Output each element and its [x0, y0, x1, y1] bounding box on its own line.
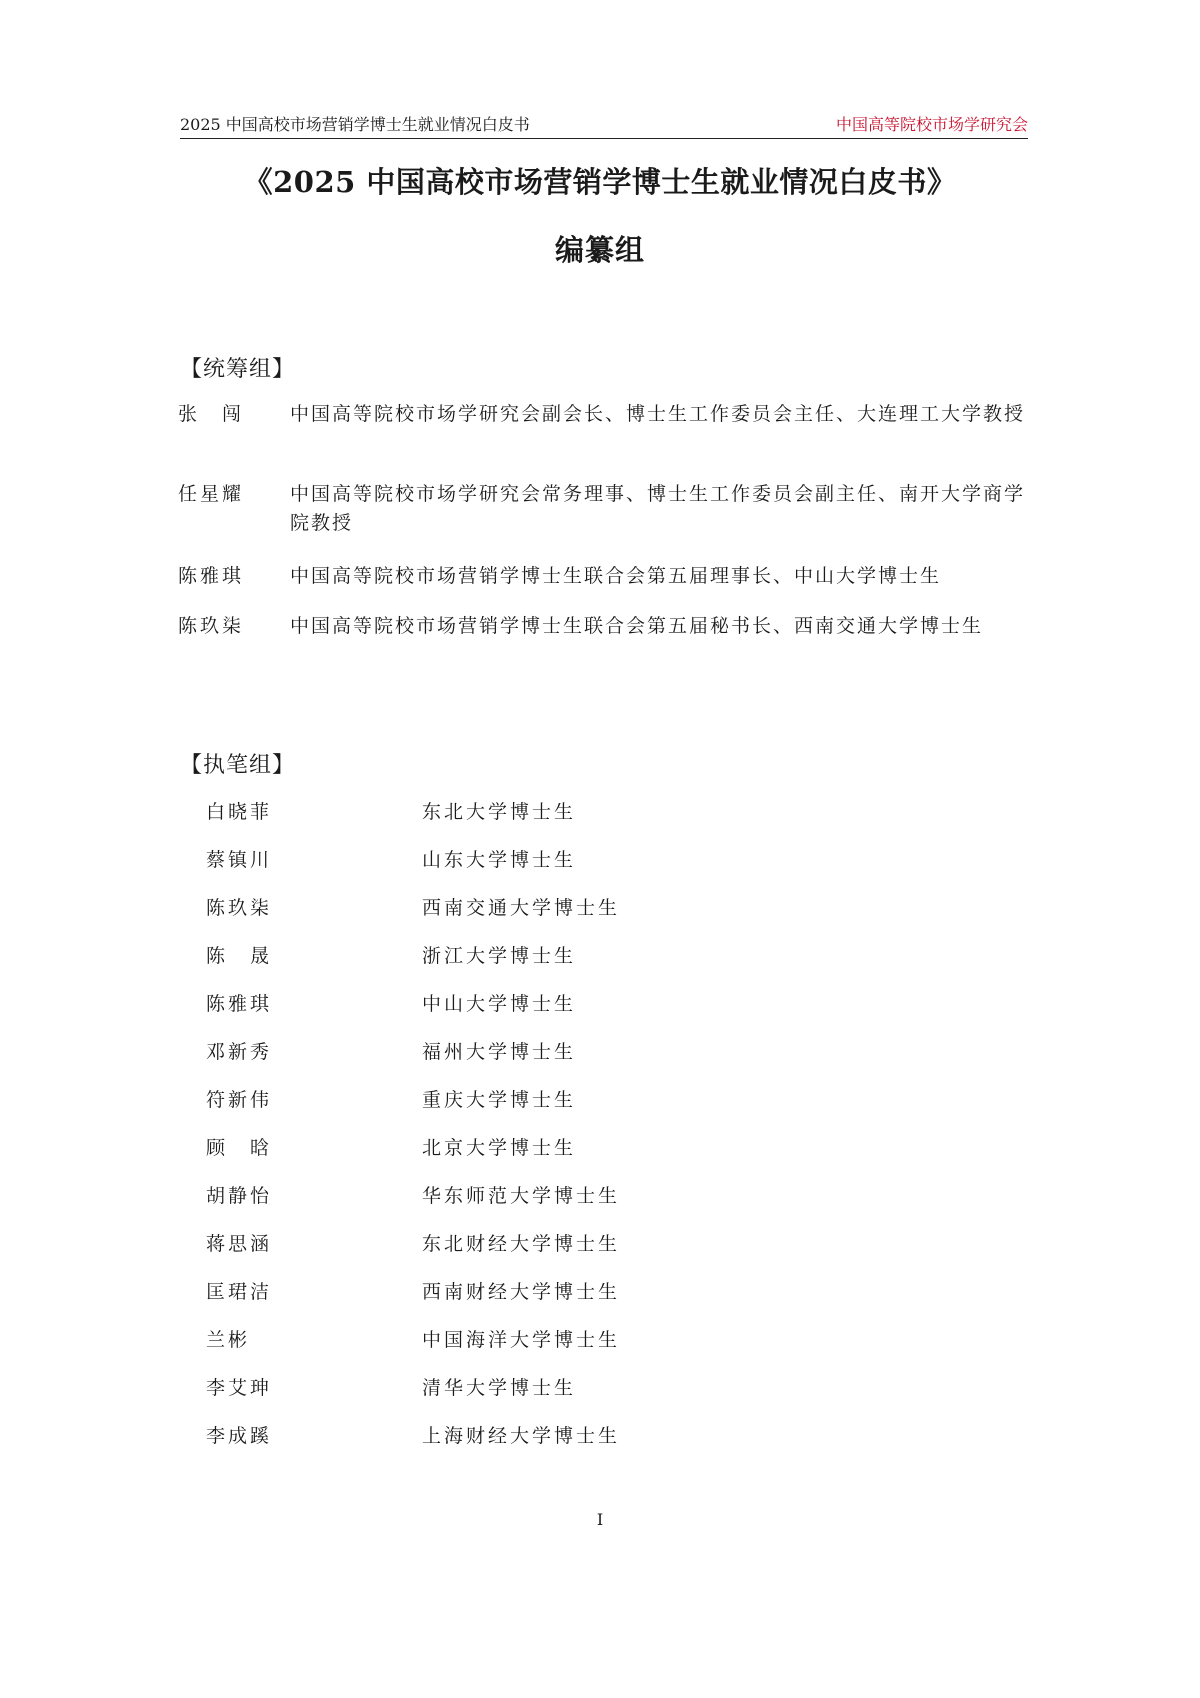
member-affiliation: 东北财经大学博士生	[422, 1233, 621, 1255]
header-organization: 中国高等院校市场学研究会	[835, 115, 1028, 134]
member-affiliation: 中国海洋大学博士生	[422, 1329, 621, 1351]
member-name: 陈玖柒	[206, 897, 273, 919]
page-number: I	[596, 1510, 604, 1529]
member-affiliation: 北京大学博士生	[422, 1137, 577, 1159]
member-affiliation: 浙江大学博士生	[422, 945, 577, 967]
member-name: 李艾珅	[206, 1377, 273, 1399]
member-name: 顾 晗	[206, 1137, 273, 1159]
member-name: 陈 晟	[206, 945, 273, 967]
member-name: 邓新秀	[206, 1041, 273, 1063]
writing-group-heading: 【执笔组】	[180, 753, 296, 778]
document-subtitle: 编纂组	[554, 233, 645, 267]
member-name: 白晓菲	[206, 801, 273, 823]
member-name: 陈玖柒	[178, 615, 245, 637]
document-title: 《2025 中国高校市场营销学博士生就业情况白皮书》	[243, 165, 957, 199]
member-name: 张 闯	[178, 403, 245, 425]
member-description: 中国高等院校市场营销学博士生联合会第五届秘书长、西南交通大学博士生	[290, 615, 984, 637]
header-document-title: 2025 中国高校市场营销学博士生就业情况白皮书	[180, 115, 530, 134]
member-name: 陈雅琪	[178, 565, 245, 587]
member-name: 李成蹊	[206, 1425, 273, 1447]
member-name: 胡静怡	[206, 1185, 273, 1207]
member-name: 匡珺洁	[206, 1281, 273, 1303]
coordination-group-heading: 【统筹组】	[180, 357, 296, 382]
member-affiliation: 福州大学博士生	[422, 1041, 577, 1063]
member-description: 中国高等院校市场学研究会常务理事、博士生工作委员会副主任、南开大学商学院教授	[290, 483, 1026, 534]
member-affiliation: 上海财经大学博士生	[422, 1425, 621, 1447]
page-header	[180, 108, 1028, 139]
member-name: 蒋思涵	[206, 1233, 273, 1255]
member-name: 陈雅琪	[206, 993, 273, 1015]
member-name: 任星耀	[178, 483, 245, 505]
member-affiliation: 中山大学博士生	[422, 993, 577, 1015]
member-affiliation: 山东大学博士生	[422, 849, 577, 871]
member-affiliation: 西南交通大学博士生	[422, 897, 621, 919]
member-name: 兰彬	[206, 1329, 251, 1351]
member-affiliation: 西南财经大学博士生	[422, 1281, 621, 1303]
member-affiliation: 东北大学博士生	[422, 801, 577, 823]
member-affiliation: 清华大学博士生	[422, 1377, 577, 1399]
member-affiliation: 华东师范大学博士生	[422, 1185, 621, 1207]
member-affiliation: 重庆大学博士生	[422, 1089, 577, 1111]
member-name: 蔡镇川	[206, 849, 273, 871]
member-description: 中国高等院校市场学研究会副会长、博士生工作委员会主任、大连理工大学教授	[290, 403, 1026, 425]
member-description: 中国高等院校市场营销学博士生联合会第五届理事长、中山大学博士生	[290, 565, 942, 587]
member-name: 符新伟	[206, 1089, 273, 1111]
